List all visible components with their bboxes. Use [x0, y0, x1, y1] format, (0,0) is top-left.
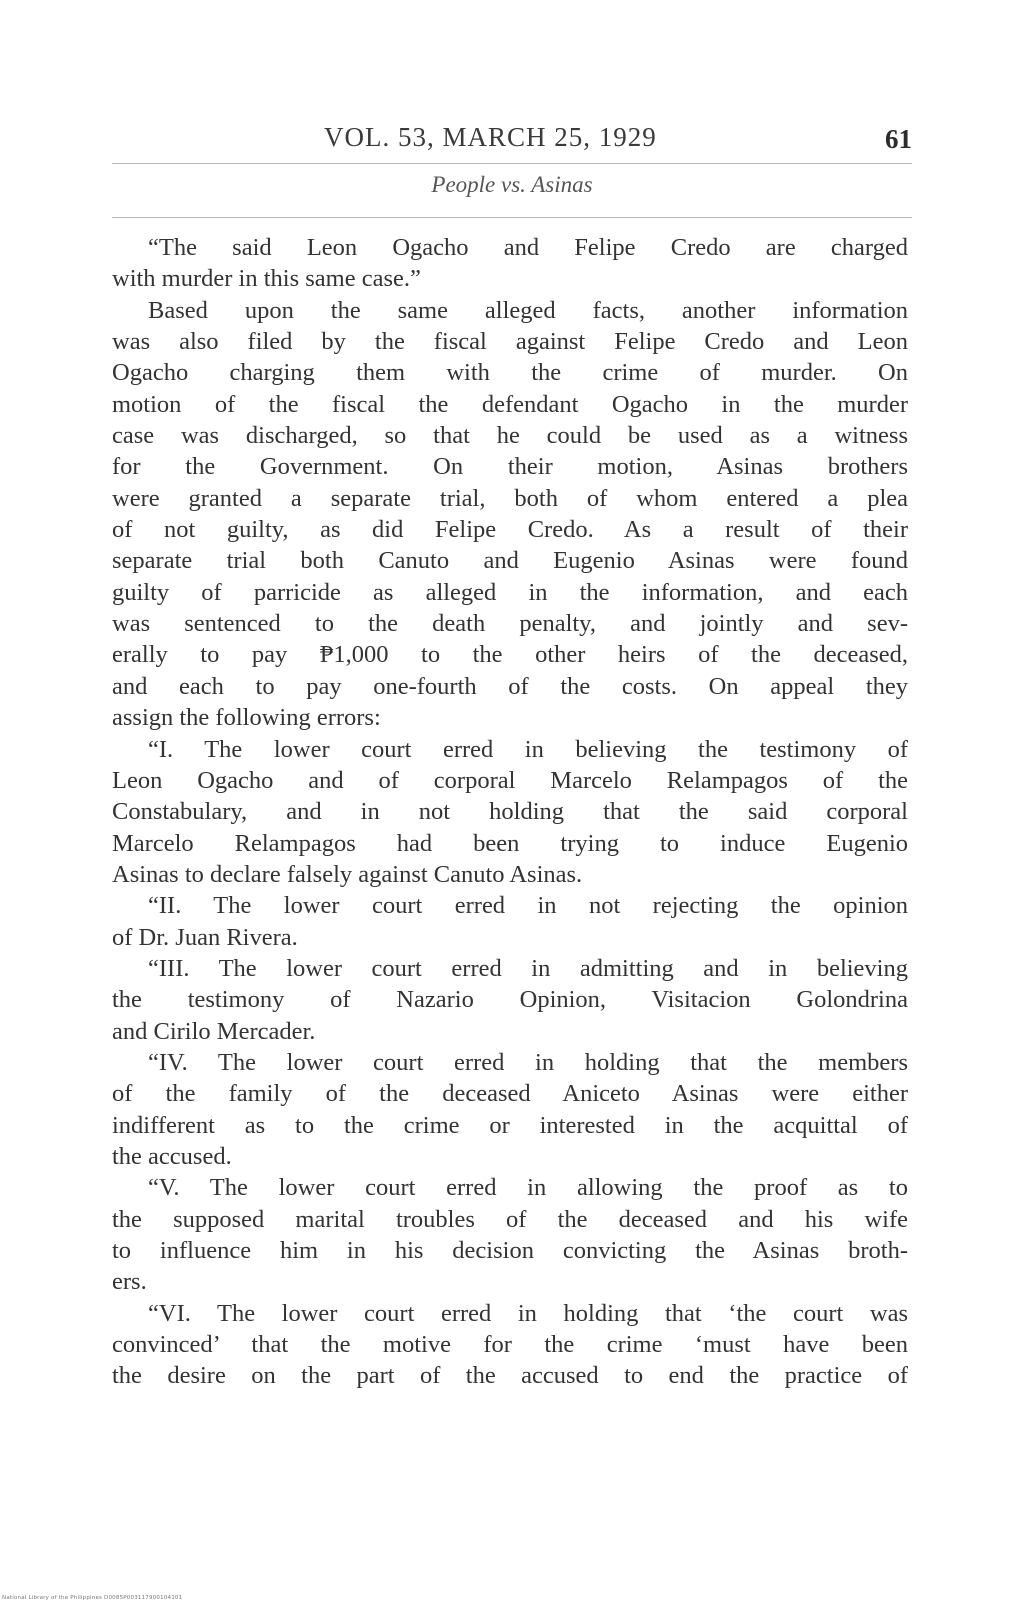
text-line: Asinas to declare falsely against Canuto Asinas. — [112, 860, 583, 888]
text-line: the accused. — [112, 1142, 232, 1170]
text-line: case was discharged, so that he could be used as a witness — [112, 422, 908, 450]
text-line: with murder in this same case.” — [112, 265, 421, 293]
text-line: was also filed by the fiscal against Felipe Credo and Leon — [112, 328, 908, 356]
archive-source-note: National Library of the Philippines D0085P003117900104101 — [2, 1595, 183, 1601]
text-line: “II. The lower court erred in not rejecting the opinion — [148, 892, 908, 920]
text-line: was sentenced to the death penalty, and jointly and sev- — [112, 610, 908, 638]
text-line: Ogacho charging them with the crime of murder. On — [112, 359, 908, 387]
text-line: of the family of the deceased Aniceto Asinas were either — [112, 1080, 908, 1108]
body-text — [112, 232, 908, 1392]
text-line: were granted a separate trial, both of whom entered a plea — [112, 484, 908, 512]
header-rule-bottom — [112, 217, 912, 218]
text-line: Marcelo Relampagos had been trying to induce Eugenio — [112, 829, 908, 857]
volume-date-line: VOL. 53, MARCH 25, 1929 — [324, 122, 657, 152]
text-line: of not guilty, as did Felipe Credo. As a result of their — [112, 516, 908, 544]
text-line: “I. The lower court erred in believing the testimony of — [148, 735, 908, 763]
text-line: of Dr. Juan Rivera. — [112, 923, 298, 951]
text-line: and each to pay one-fourth of the costs. On appeal they — [112, 672, 908, 700]
text-line: “III. The lower court erred in admitting and in believing — [148, 954, 908, 982]
text-line: convinced’ that the motive for the crime ‘must have been — [112, 1331, 908, 1359]
text-line: guilty of parricide as alleged in the information, and each — [112, 578, 908, 606]
text-line: Based upon the same alleged facts, another information — [148, 296, 908, 324]
text-line: “VI. The lower court erred in holding that ‘the court was — [148, 1299, 908, 1327]
text-line: the testimony of Nazario Opinion, Visitacion Golondrina — [112, 986, 908, 1014]
text-line: indifferent as to the crime or interested in the acquittal of — [112, 1111, 908, 1139]
case-title: People vs. Asinas — [431, 172, 593, 197]
text-line: the desire on the part of the accused to end the practice of — [112, 1362, 908, 1390]
text-line: ers. — [112, 1268, 147, 1296]
text-line: erally to pay ₱1,000 to the other heirs of the deceased, — [112, 641, 908, 669]
text-line: “The said Leon Ogacho and Felipe Credo are charged — [148, 234, 908, 261]
text-line: assign the following errors: — [112, 704, 381, 732]
text-line: separate trial both Canuto and Eugenio Asinas were found — [112, 547, 908, 575]
text-line: “IV. The lower court erred in holding that the members — [148, 1048, 908, 1076]
text-line: to influence him in his decision convicting the Asinas broth- — [112, 1237, 908, 1264]
text-line: the supposed marital troubles of the deceased and his wife — [112, 1205, 908, 1233]
page-number: 61 — [885, 124, 912, 154]
text-line: Leon Ogacho and of corporal Marcelo Relampagos of the — [112, 766, 908, 794]
text-line: and Cirilo Mercader. — [112, 1017, 316, 1045]
text-line: motion of the fiscal the defendant Ogacho in the murder — [112, 390, 908, 418]
text-line: Constabulary, and in not holding that the said corporal — [112, 798, 908, 826]
text-line: “V. The lower court erred in allowing the proof as to — [148, 1174, 908, 1202]
text-line: for the Government. On their motion, Asinas brothers — [112, 453, 908, 481]
header-rule-top — [112, 163, 912, 164]
running-head — [112, 118, 912, 162]
